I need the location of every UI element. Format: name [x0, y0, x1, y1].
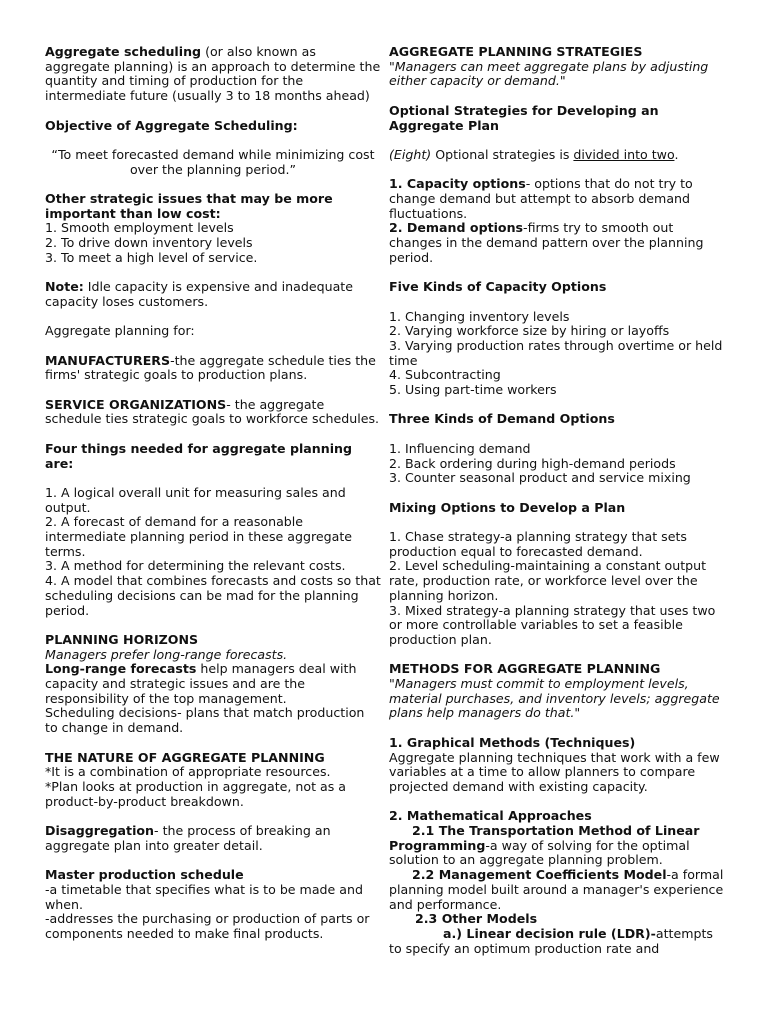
list-item: 1. Chase strategy-a planning strategy that sets production equal to forecasted demand.: [389, 529, 687, 559]
transportation-method-text: -a way of solving for the optimal solution to an aggregate planning problem.: [389, 837, 690, 868]
eight-end: .: [674, 146, 679, 162]
ldr-text: attempts to specify an optimum production rate and: [389, 926, 713, 956]
service-paragraph: [45, 398, 381, 427]
planning-for-text: Aggregate planning for:: [45, 323, 195, 339]
mathematical-approaches-section: [389, 809, 729, 956]
nature-heading: THE NATURE OF AGGREGATE PLANNING: [45, 749, 325, 765]
note-paragraph: [45, 280, 381, 309]
management-coefficients-label: 2.2 Management Coefficients Model: [412, 867, 667, 883]
graphical-methods-text: Aggregate planning techniques that work with a few variables at a time to allow planners to compare projected demand with existing capacity.: [389, 749, 720, 794]
list-item: 3. Varying production rates through overtime or held time: [389, 337, 723, 368]
manufacturers-paragraph: [45, 354, 381, 383]
five-kinds-heading: Five Kinds of Capacity Options: [389, 279, 607, 295]
eight-underline: divided into two: [573, 146, 675, 162]
methods-section: [389, 662, 729, 721]
list-item: 1. Changing inventory levels: [389, 308, 570, 324]
list-item: 2. Varying workforce size by hiring or layoffs: [389, 323, 670, 339]
planning-horizons-subtitle: Managers prefer long-range forecasts.: [45, 646, 288, 662]
graphical-methods-heading: 1. Graphical Methods (Techniques): [389, 734, 636, 750]
capacity-options-text: - options that do not try to change demand but attempt to absorb demand fluctuations.: [389, 176, 693, 221]
methods-heading: METHODS FOR AGGREGATE PLANNING: [389, 661, 661, 677]
four-things-list: [45, 486, 381, 618]
disaggregation-paragraph: [45, 824, 381, 853]
planning-horizons-heading: PLANNING HORIZONS: [45, 631, 199, 647]
options-section: [389, 177, 729, 265]
three-kinds-heading: Three Kinds of Demand Options: [389, 411, 615, 427]
nature-section: [45, 751, 381, 810]
disaggregation-label: Disaggregation: [45, 823, 155, 839]
list-item: 2. Level scheduling-maintaining a constant output rate, production rate, or workforce level over the planning horizon.: [389, 558, 707, 603]
service-text: - the aggregate schedule ties strategic goals to workforce schedules.: [45, 396, 380, 427]
list-item: 5. Using part-time workers: [389, 382, 557, 398]
intro-paragraph: [45, 45, 381, 104]
demand-options-text: -firms try to smooth out changes in the demand pattern over the planning period.: [389, 220, 704, 265]
list-item: 4. Subcontracting: [389, 367, 501, 383]
disaggregation-text: - the process of breaking an aggregate plan into greater detail.: [45, 823, 331, 853]
list-item: *Plan looks at production in aggregate, not as a product-by-product breakdown.: [45, 778, 347, 809]
management-coefficients-text: -a formal planning model built around a manager's experience and performance.: [389, 867, 724, 912]
list-item: 2. Back ordering during high-demand periods: [389, 455, 676, 471]
transportation-method-label: 2.1 The Transportation Method of Linear Programming: [389, 823, 700, 853]
list-item: 3. Mixed strategy-a planning strategy that uses two or more controllable variables to set a feasible production plan.: [389, 602, 716, 647]
graphical-methods-section: [389, 736, 729, 795]
manufacturers-label: MANUFACTURERS: [45, 352, 171, 368]
list-item: 2. A forecast of demand for a reasonable intermediate planning period in these aggregate terms.: [45, 514, 353, 559]
long-range-label: Long-range forecasts: [45, 661, 197, 677]
list-item: 3. Counter seasonal product and service mixing: [389, 470, 691, 486]
eight-paragraph: [389, 148, 729, 163]
optional-strategies-heading: Optional Strategies for Developing an Aggregate Plan: [389, 102, 659, 133]
left-column: [45, 45, 381, 956]
four-things-heading: Four things needed for aggregate planning are:: [45, 440, 352, 471]
scheduling-decisions-text: Scheduling decisions- plans that match production to change in demand.: [45, 705, 365, 736]
mps-section: [45, 868, 381, 942]
list-item: 3. To meet a high level of service.: [45, 249, 258, 265]
list-item: -addresses the purchasing or production of parts or components needed to make final products.: [45, 911, 370, 941]
list-item: 4. A model that combines forecasts and costs so that scheduling decisions can be mad for the planning period.: [45, 573, 381, 618]
strategies-quote: "Managers can meet aggregate plans by adjusting either capacity or demand.": [389, 58, 709, 89]
long-range-text: help managers deal with capacity and strategic issues and are the responsibility of the top management.: [45, 661, 357, 706]
demand-options-label: 2. Demand options: [389, 220, 524, 236]
note-label: Note:: [45, 279, 84, 295]
three-kinds-list: [389, 442, 729, 486]
intro-text: (or also known as aggregate planning) is an approach to determine the quantity and timing of production for the intermediate future (usually 3 to 18 months ahead): [45, 44, 381, 104]
mixing-options-heading: Mixing Options to Develop a Plan: [389, 499, 626, 515]
service-label: SERVICE ORGANIZATIONS: [45, 396, 227, 412]
list-item: 2. To drive down inventory levels: [45, 235, 253, 251]
planning-horizons-section: [45, 633, 381, 736]
other-models-heading: 2.3 Other Models: [415, 911, 538, 927]
strategies-section: [389, 45, 729, 89]
objective-quote: “To meet forecasted demand while minimizing cost over the planning period.”: [51, 146, 375, 177]
strategic-issues-heading: Other strategic issues that may be more important than low cost:: [45, 190, 333, 221]
mps-heading: Master production schedule: [45, 867, 244, 883]
list-item: *It is a combination of appropriate resources.: [45, 764, 331, 780]
list-item: -a timetable that specifies what is to be made and when.: [45, 881, 363, 912]
strategic-issues-section: [45, 192, 381, 266]
mixing-options-list: [389, 530, 729, 648]
ldr-label: a.) Linear decision rule (LDR)-: [443, 926, 656, 941]
five-kinds-list: [389, 310, 729, 398]
list-item: 3. A method for determining the relevant costs.: [45, 558, 346, 574]
manufacturers-text: -the aggregate schedule ties the firms' strategic goals to production plans.: [45, 352, 376, 383]
intro-term: Aggregate scheduling: [45, 44, 202, 59]
eight-italic: (Eight): [389, 146, 432, 162]
right-column: [389, 45, 729, 971]
mathematical-approaches-heading: 2. Mathematical Approaches: [389, 808, 592, 824]
eight-text: Optional strategies is: [431, 146, 574, 162]
methods-quote: "Managers must commit to employment levels, material purchases, and inventory levels; aggregate plans help managers do that.": [389, 676, 720, 721]
list-item: 1. A logical overall unit for measuring sales and output.: [45, 484, 346, 515]
list-item: 1. Smooth employment levels: [45, 220, 234, 236]
list-item: 1. Influencing demand: [389, 440, 531, 456]
strategies-heading: AGGREGATE PLANNING STRATEGIES: [389, 44, 643, 59]
objective-heading: Objective of Aggregate Scheduling:: [45, 117, 298, 133]
note-text: Idle capacity is expensive and inadequate capacity loses customers.: [45, 279, 353, 309]
capacity-options-label: 1. Capacity options: [389, 176, 526, 192]
